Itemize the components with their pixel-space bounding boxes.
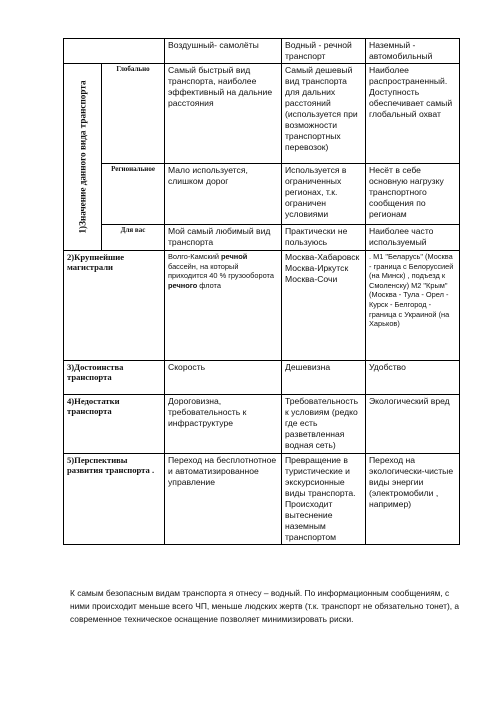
row-disadvantages <box>64 395 460 454</box>
header-row <box>64 39 460 64</box>
prospects-ground: Переход на экологически-чистые виды энергии (электромобили , например) <box>366 454 460 545</box>
header-ground: Наземный - автомобильный <box>366 39 460 64</box>
header-air: Воздушный- самолёты <box>165 39 282 64</box>
advantages-air: Скорость <box>165 361 282 395</box>
conclusion-paragraph: К самым безопасным видам транспорта я отнесу – водный. По информационным сообщениям, с ними происходит меньше всего ЧП, меньше людских жертв (т.к. транспорт не обязательно тонет), а современное техническое оснащение позволяет минимизировать риски. <box>70 588 460 624</box>
section1-label-cell <box>64 64 102 251</box>
personal-ground: Наиболее часто используемый <box>366 225 460 251</box>
highways-water: Москва-Хабаровск Москва-Иркутск Москва-Сочи <box>282 251 366 361</box>
transport-comparison-table <box>63 38 460 545</box>
global-ground: Наиболее распространенный. Доступность обеспечивает самый глобальный охват <box>366 64 460 164</box>
row-personal <box>64 225 460 251</box>
disadvantages-air: Дороговизна, требовательность к инфраструктуре <box>165 395 282 454</box>
regional-ground: Несёт в себе основную нагрузку транспортного сообщения по регионам <box>366 164 460 225</box>
header-empty-cell <box>64 39 165 64</box>
disadvantages-label: 4)Недостатки транспорта <box>64 395 165 454</box>
row-highways <box>64 251 460 361</box>
personal-water: Практически не пользуюсь <box>282 225 366 251</box>
global-water: Самый дешевый вид транспорта для дальних расстояний (используется при возможности транспортных перевозок) <box>282 64 366 164</box>
global-air: Самый быстрый вид транспорта, наиболее эффективный на дальние расстояния <box>165 64 282 164</box>
section1-title: 1)Значение данного вида транспорта <box>77 80 87 234</box>
personal-air: Мой самый любимый вид транспорта <box>165 225 282 251</box>
row-regional <box>64 164 460 225</box>
prospects-water: Превращение в туристические и экскурсионные виды транспорта. Происходит вытеснение наземным транспортом <box>282 454 366 545</box>
advantages-water: Дешевизна <box>282 361 366 395</box>
disadvantages-ground: Экологический вред <box>366 395 460 454</box>
header-water: Водный - речной транспорт <box>282 39 366 64</box>
regional-air: Мало используется, слишком дорог <box>165 164 282 225</box>
regional-water: Используется в ограниченных регионах, т.к. ограничен условиями <box>282 164 366 225</box>
row-global <box>64 64 460 164</box>
row-prospects <box>64 454 460 545</box>
highways-air: Волго-Камский речной бассейн, на который приходится 40 % грузооборота речного флота <box>165 251 282 361</box>
advantages-ground: Удобство <box>366 361 460 395</box>
disadvantages-water: Требовательность к условиям (редко где есть разветвленная водная сеть) <box>282 395 366 454</box>
row-label-regional: Региональное <box>102 164 165 225</box>
row-advantages <box>64 361 460 395</box>
prospects-air: Переход на бесплотнотное и автоматизированное управление <box>165 454 282 545</box>
advantages-label: 3)Достоинства транспорта <box>64 361 165 395</box>
prospects-label: 5)Перспективы развития транспорта . <box>64 454 165 545</box>
row-label-global: Глобально <box>102 64 165 164</box>
highways-label: 2)Крупнейшие магистрали <box>64 251 165 361</box>
highways-ground: . М1 "Беларусь" (Москва - граница с Белоруссией (на Минск) , подъезд к Смоленску) М2 "Крым" (Москва - Тула - Орел - Курск - Белгород - граница с Украиной (на Харьков) <box>366 251 460 361</box>
row-label-personal: Для вас <box>102 225 165 251</box>
